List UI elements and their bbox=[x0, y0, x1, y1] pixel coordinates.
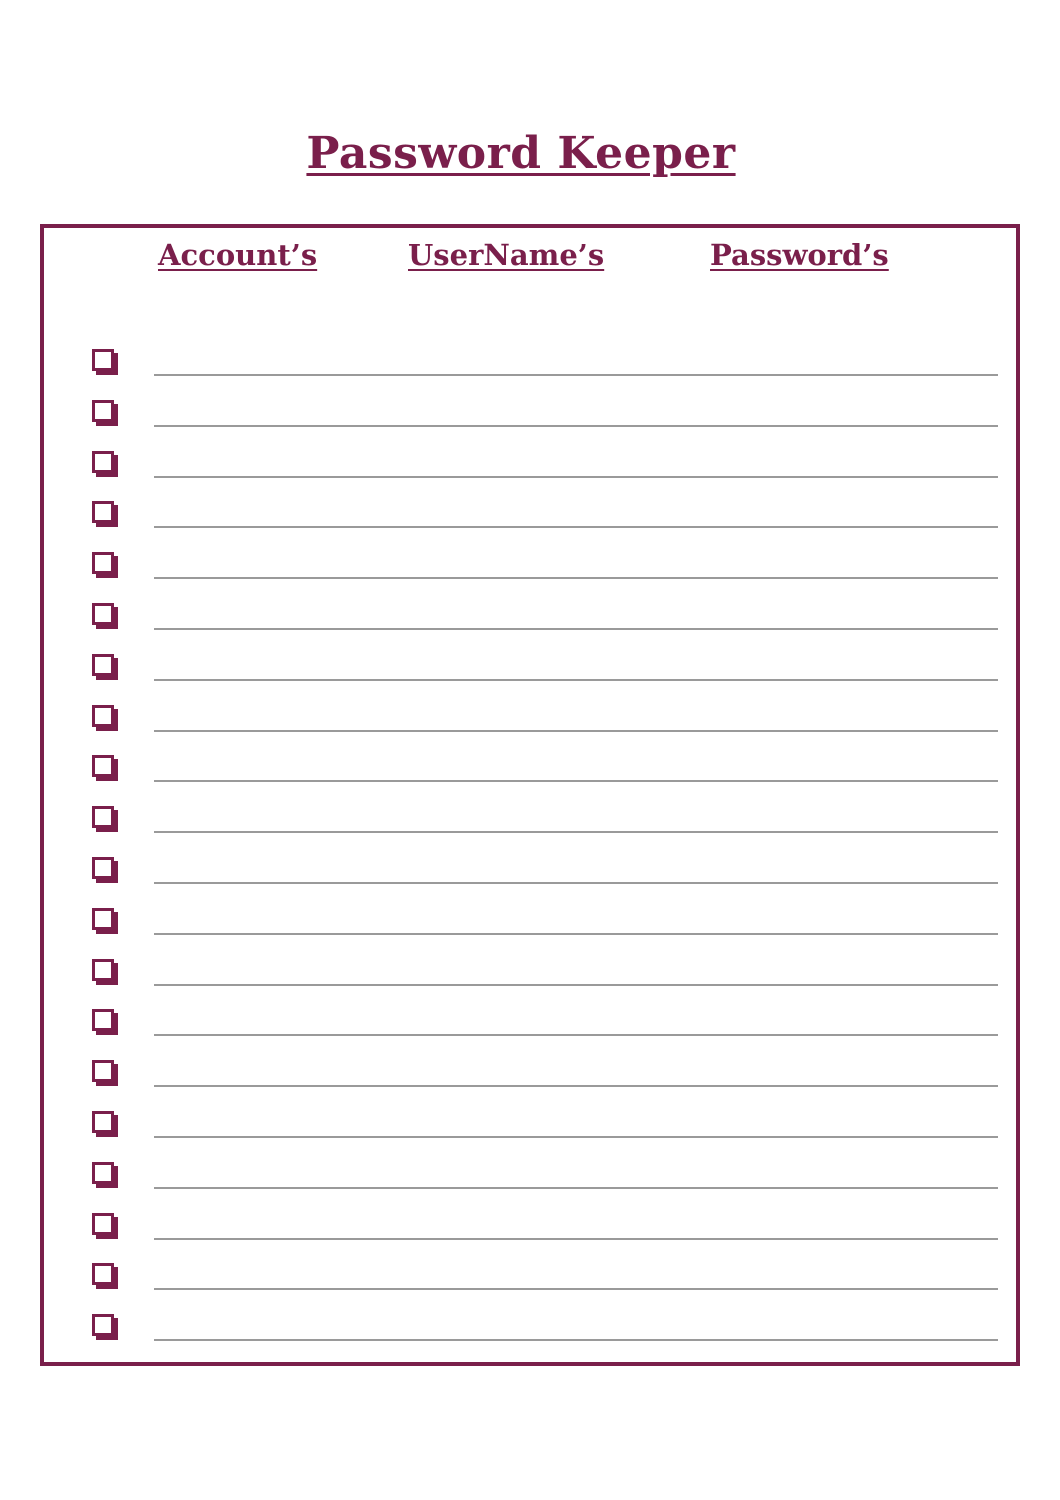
checkbox-icon[interactable] bbox=[92, 603, 114, 625]
checkbox-icon[interactable] bbox=[92, 908, 114, 930]
entry-line[interactable] bbox=[154, 882, 998, 884]
table-row bbox=[90, 652, 1000, 692]
table-row bbox=[90, 906, 1000, 946]
checkbox-icon[interactable] bbox=[92, 959, 114, 981]
table-row bbox=[90, 1160, 1000, 1200]
table-row bbox=[90, 601, 1000, 641]
table-row bbox=[90, 449, 1000, 489]
entry-line[interactable] bbox=[154, 628, 998, 630]
entry-line[interactable] bbox=[154, 1034, 998, 1036]
entry-line[interactable] bbox=[154, 933, 998, 935]
checkbox-icon[interactable] bbox=[92, 806, 114, 828]
entry-line[interactable] bbox=[154, 1187, 998, 1189]
checkbox-icon[interactable] bbox=[92, 1314, 114, 1336]
table-row bbox=[90, 1109, 1000, 1149]
page-title: Password Keeper bbox=[306, 128, 736, 179]
entry-line[interactable] bbox=[154, 1339, 998, 1341]
table-row bbox=[90, 1211, 1000, 1251]
entry-line[interactable] bbox=[154, 476, 998, 478]
entry-line[interactable] bbox=[154, 1085, 998, 1087]
table-row bbox=[90, 1058, 1000, 1098]
table-row bbox=[90, 1312, 1000, 1352]
table-row bbox=[90, 1007, 1000, 1047]
column-header-username: UserName’s bbox=[408, 238, 605, 272]
table-row bbox=[90, 550, 1000, 590]
entry-line[interactable] bbox=[154, 577, 998, 579]
checkbox-icon[interactable] bbox=[92, 857, 114, 879]
column-header-password: Password’s bbox=[710, 238, 889, 272]
checkbox-icon[interactable] bbox=[92, 552, 114, 574]
checkbox-icon[interactable] bbox=[92, 400, 114, 422]
entry-line[interactable] bbox=[154, 374, 998, 376]
checkbox-icon[interactable] bbox=[92, 1263, 114, 1285]
entry-line[interactable] bbox=[154, 831, 998, 833]
checkbox-icon[interactable] bbox=[92, 1162, 114, 1184]
entry-line[interactable] bbox=[154, 526, 998, 528]
checkbox-icon[interactable] bbox=[92, 1009, 114, 1031]
checkbox-icon[interactable] bbox=[92, 755, 114, 777]
checkbox-icon[interactable] bbox=[92, 1213, 114, 1235]
entry-line[interactable] bbox=[154, 425, 998, 427]
entry-line[interactable] bbox=[154, 1136, 998, 1138]
entry-line[interactable] bbox=[154, 984, 998, 986]
entry-line[interactable] bbox=[154, 730, 998, 732]
table-row bbox=[90, 753, 1000, 793]
entry-line[interactable] bbox=[154, 1288, 998, 1290]
table-row bbox=[90, 855, 1000, 895]
column-header-account: Account’s bbox=[158, 238, 318, 272]
table-row bbox=[90, 398, 1000, 438]
entry-line[interactable] bbox=[154, 780, 998, 782]
checkbox-icon[interactable] bbox=[92, 654, 114, 676]
table-row bbox=[90, 1261, 1000, 1301]
checkbox-icon[interactable] bbox=[92, 451, 114, 473]
table-row bbox=[90, 499, 1000, 539]
table-row bbox=[90, 347, 1000, 387]
checkbox-icon[interactable] bbox=[92, 1111, 114, 1133]
checkbox-icon[interactable] bbox=[92, 705, 114, 727]
table-row bbox=[90, 957, 1000, 997]
checkbox-icon[interactable] bbox=[92, 1060, 114, 1082]
entry-line[interactable] bbox=[154, 679, 998, 681]
table-row bbox=[90, 703, 1000, 743]
checkbox-icon[interactable] bbox=[92, 501, 114, 523]
entry-line[interactable] bbox=[154, 1238, 998, 1240]
checkbox-icon[interactable] bbox=[92, 349, 114, 371]
table-row bbox=[90, 804, 1000, 844]
